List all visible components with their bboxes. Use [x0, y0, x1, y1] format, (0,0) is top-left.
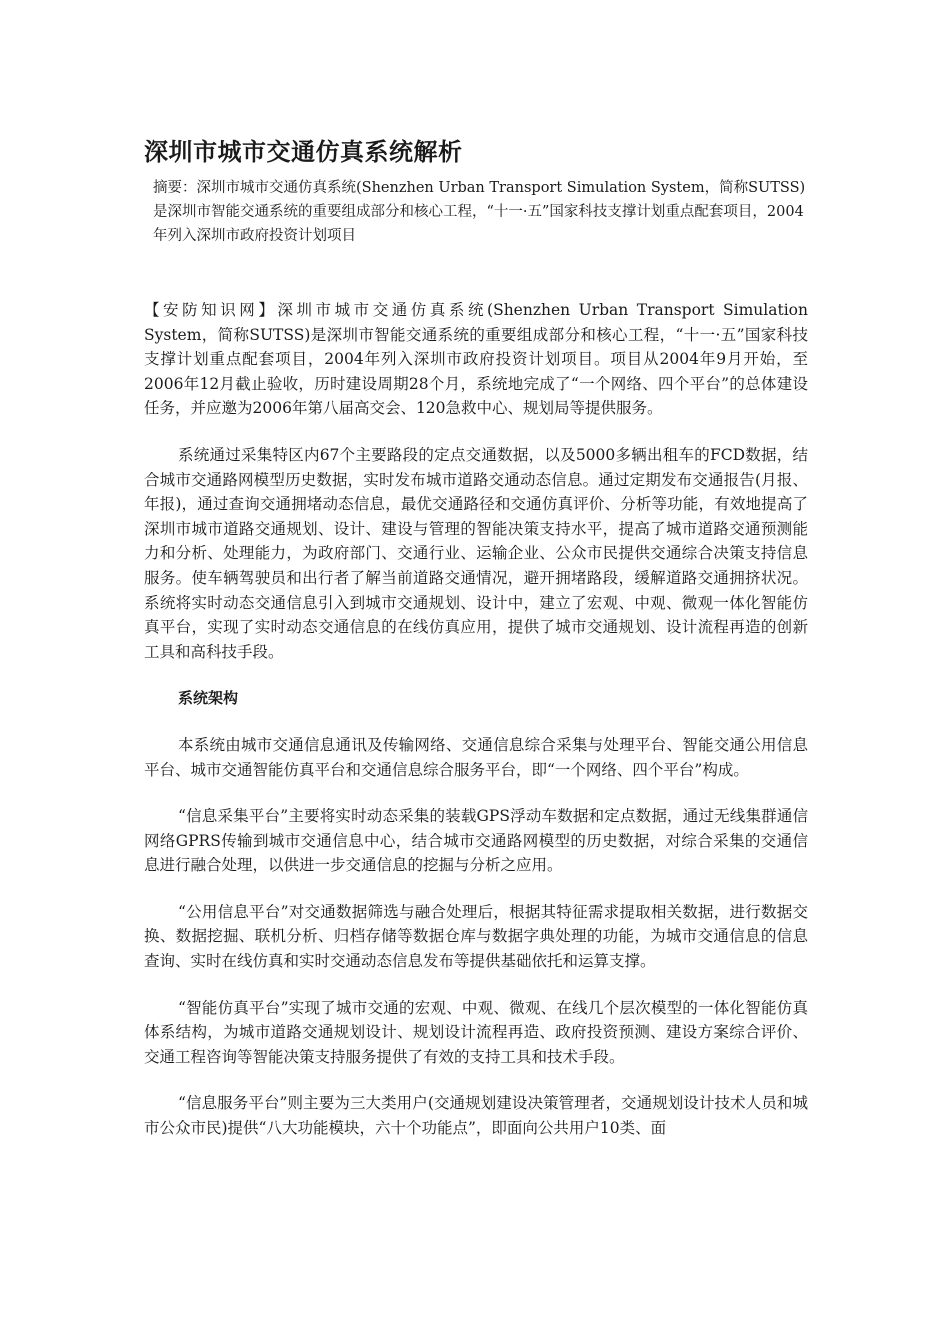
paragraph-collection-platform: “信息采集平台”主要将实时动态采集的装载GPS浮动车数据和定点数据，通过无线集群通信网络GPRS传输到城市交通信息中心，结合城市交通路网模型的历史数据，对综合采集的交通信息进行融合处理，以供进一步交通信息的挖掘与分析之应用。: [144, 807, 808, 875]
paragraph-system-overview: 系统通过采集特区内67个主要路段的定点交通数据，以及5000多辆出租车的FCD数据，结合城市交通路网模型历史数据，实时发布城市道路交通动态信息。通过定期发布交通报告(月报、年报)，通过查询交通拥堵动态信息，最优交通路径和交通仿真评价、分析等功能，有效地提高了深圳市城市道路交通规划、设计、建设与管理的智能决策支持水平，提高了城市道路交通预测能力和分析、处理能力，为政府部门、交通行业、运输企业、公众市民提供交通综合决策支持信息服务。使车辆驾驶员和出行者了解当前道路交通情况，避开拥堵路段，缓解道路交通拥挤状况。系统将实时动态交通信息引入到城市交通规划、设计中，建立了宏观、中观、微观一体化智能仿真平台，实现了实时动态交通信息的在线仿真应用，提供了城市交通规划、设计流程再造的创新工具和高科技手段。: [144, 445, 808, 661]
paragraph-intro: 【安防知识网】深圳市城市交通仿真系统(Shenzhen Urban Transport Simulation System，简称SUTSS)是深圳市智能交通系统的重要组成部分和核心工程，“十一·五”国家科技支撑计划重点配套项目，2004年列入深圳市政府投资计划项目。项目从2004年9月开始，至2006年12月截止验收，历时建设周期28个月，系统地完成了“一个网络、四个平台”的总体建设任务，并应邀为2006年第八届高交会、120急救中心、规划局等提供服务。: [144, 301, 808, 418]
paragraph-simulation-platform: “智能仿真平台”实现了城市交通的宏观、中观、微观、在线几个层次模型的一体化智能仿真体系结构，为城市道路交通规划设计、规划设计流程再造、政府投资预测、建设方案综合评价、交通工程咨询等智能决策支持服务提供了有效的支持工具和技术手段。: [144, 998, 808, 1066]
section-heading-architecture: 系统架构: [178, 689, 239, 708]
paragraph-service-platform: “信息服务平台”则主要为三大类用户(交通规划建设决策管理者，交通规划设计技术人员和城市公众市民)提供“八大功能模块，六十个功能点”，即面向公共用户10类、面: [144, 1094, 808, 1138]
paragraph-public-info-platform: “公用信息平台”对交通数据筛选与融合处理后，根据其特征需求提取相关数据，进行数据交换、数据挖掘、联机分析、归档存储等数据仓库与数据字典处理的功能，为城市交通信息的信息查询、实时在线仿真和实时交通动态信息发布等提供基础依托和运算支撑。: [144, 902, 808, 971]
article-title: 深圳市城市交通仿真系统解析: [144, 138, 463, 166]
article-abstract: 摘要：深圳市城市交通仿真系统(Shenzhen Urban Transport Simulation System，简称SUTSS)是深圳市智能交通系统的重要组成部分和核心工程，“十一·五”国家科技支撑计划重点配套项目，2004年列入深圳市政府投资计划项目: [153, 180, 806, 244]
paragraph-architecture: 本系统由城市交通信息通讯及传输网络、交通信息综合采集与处理平台、智能交通公用信息平台、城市交通智能仿真平台和交通信息综合服务平台，即“一个网络、四个平台”构成。: [144, 735, 808, 779]
article-body: [144, 298, 808, 1163]
